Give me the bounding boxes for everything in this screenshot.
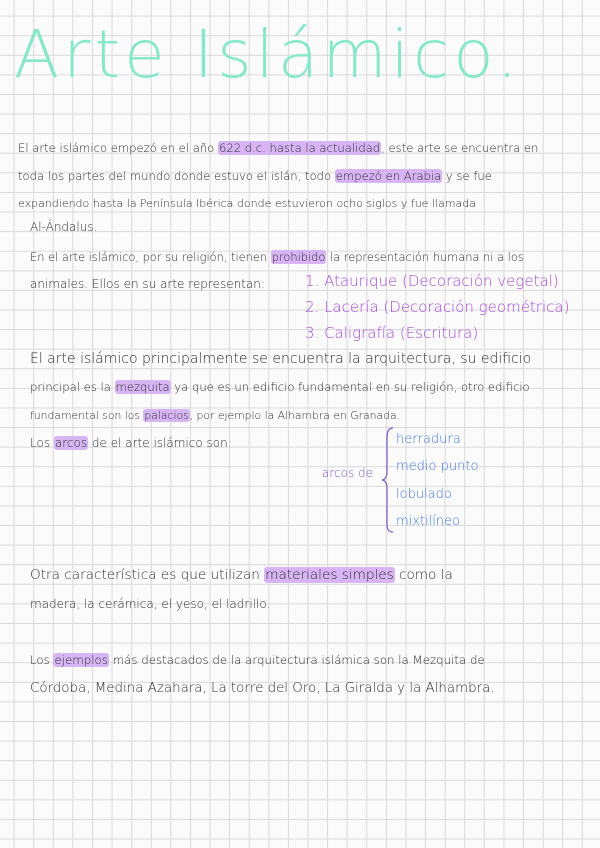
highlight: prohibido (271, 250, 326, 264)
page-title: Arte Islámico. (14, 16, 522, 93)
arcos-label: arcos de (322, 466, 374, 480)
arco-type-1: herradura (396, 432, 461, 447)
highlight: ejemplos (54, 653, 108, 667)
p1-line-2: toda los partes del mundo donde estuvo el islán, todo empezó en Arabia y se fue (18, 169, 492, 183)
arco-type-4: mixtilíneo (396, 514, 461, 529)
arco-type-3: lobulado (396, 487, 452, 502)
highlight: palacios (144, 409, 189, 422)
curly-brace-icon (381, 426, 395, 534)
p3-line-3: fundamental son los palacios, por ejemplo la Alhambra en Granada. (30, 409, 401, 422)
art-list-item-3: 3. Caligrafía (Escritura) (305, 324, 479, 342)
p5-line-2: Córdoba, Medina Azahara, La torre del Oro, La Giralda y la Alhambra. (30, 681, 495, 696)
p1-line-1: El arte islámico empezó en el año 622 d.c. hasta la actualidad, este arte se encuentra en (18, 141, 539, 155)
highlight: mezquita (115, 380, 170, 394)
highlight: arcos (54, 436, 88, 450)
p4-line-2: madera, la cerámica, el yeso, el ladrillo. (30, 597, 271, 611)
p3-line-4: Los arcos de el arte islámico son: (30, 436, 232, 450)
p4-line-1: Otra característica es que utilizan materiales simples como la (30, 567, 453, 583)
highlight: empezó en Arabia (335, 169, 442, 183)
p1-line-4: Al-Ándalus. (30, 220, 98, 234)
highlight: materiales simples (265, 567, 394, 583)
p5-line-1: Los ejemplos más destacados de la arquitectura islámica son la Mezquita de (30, 653, 485, 667)
p3-line-2: principal es la mezquita ya que es un edificio fundamental en su religión, otro edificio (30, 380, 530, 394)
p1-line-3: expandiendo hasta la Península Ibérica donde estuvieron ocho siglos y fue llamada (18, 197, 476, 210)
p3-line-1: El arte islámico principalmente se encuentra la arquitectura, su edificio (30, 351, 532, 367)
art-list-item-2: 2. Lacería (Decoración geométrica) (305, 298, 570, 316)
art-list-item-1: 1. Ataurique (Decoración vegetal) (305, 272, 559, 290)
p2-line-1: En el arte islámico, por su religión, tienen prohibido la representación humana ni a los (30, 250, 524, 264)
highlight: 622 d.c. hasta la actualidad (218, 141, 381, 155)
p2-line-2: animales. Ellos en su arte representan: (30, 277, 265, 291)
arco-type-2: medio punto (396, 459, 479, 474)
